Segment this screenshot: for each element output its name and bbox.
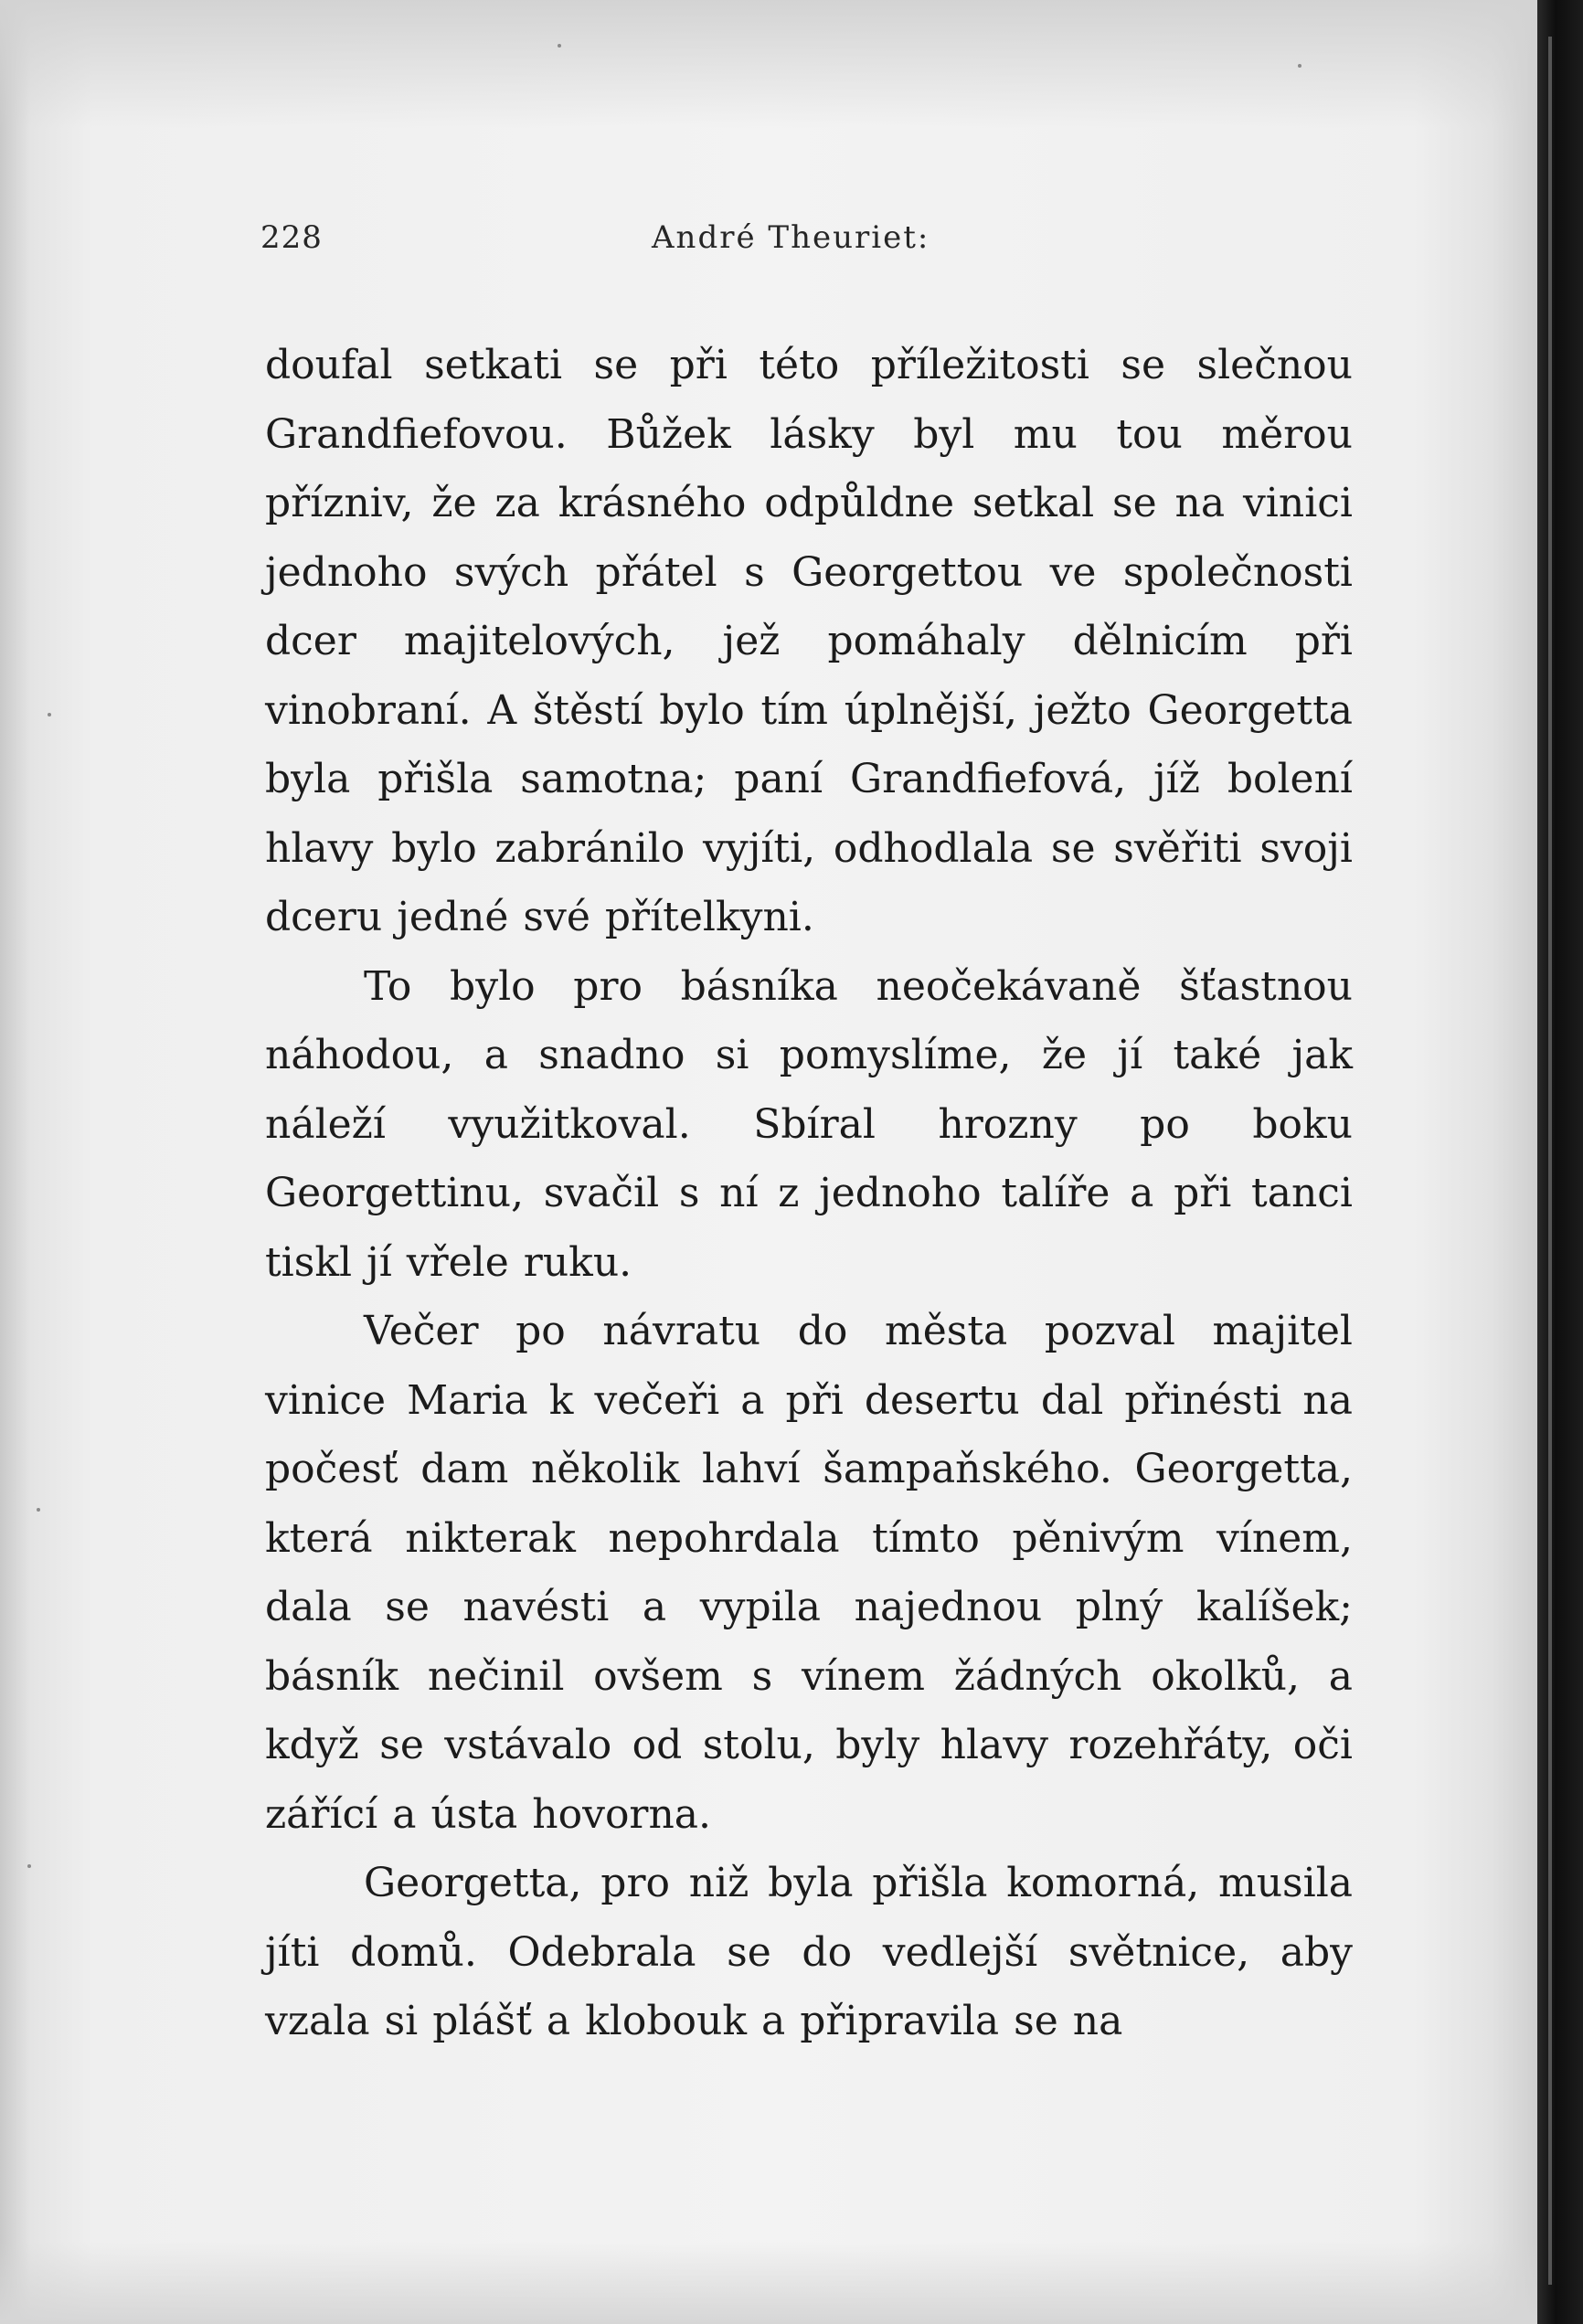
- paper-speck: [1298, 64, 1301, 68]
- paper-speck: [27, 1864, 31, 1868]
- scan-dark-edge: [1537, 0, 1583, 2324]
- paper-speck: [48, 713, 51, 716]
- paper-speck: [558, 44, 561, 48]
- book-edge-line: [1548, 37, 1552, 2285]
- paper-top-shadow: [0, 0, 1537, 128]
- paragraph: Georgetta, pro niž byla přišla komorná, musila jíti domů. Odebrala se do vedlejší světnice, aby vzala si plášť a klobouk a připravila se na: [265, 1860, 1353, 2044]
- body-text: [265, 331, 1353, 2056]
- paragraph: Večer po návratu do města pozval majitel vinice Maria k večeři a při desertu dal přinésti na počesť dam několik lahví šampaňského. Georgetta, která nikterak nepohrdala tímto pěnivým vínem, dala se navésti a vypila najednou plný kalíšek; básník nečinil ovšem s vínem žádných okolků, a když se vstávalo od stolu, byly hlavy rozehřáty, oči zářící a ústa hovorna.: [265, 1308, 1353, 1838]
- running-head: André Theuriet:: [652, 219, 930, 256]
- page-header: [260, 219, 1357, 274]
- paragraph: doufal setkati se při této příležitosti se slečnou Grandfiefovou. Bůžek lásky byl mu tou měrou přízniv, že za krásného odpůldne setkal se na vinici jednoho svých přátel s Georgettou ve společnosti dcer majitelových, jež pomáhaly dělnicím při vinobraní. A štěstí bylo tím úplnější, ježto Georgetta byla přišla samotna; paní Grandfiefová, jíž bolení hlavy bylo zabránilo vyjíti, odhodlala se svěřiti svoji dceru jedné své přítelkyni.: [265, 342, 1353, 940]
- paper-speck: [37, 1508, 40, 1512]
- paragraph: To bylo pro básníka neočekávaně šťastnou náhodou, a snadno si pomyslíme, že jí také jak náleží využitkoval. Sbíral hrozny po boku Georgettinu, svačil s ní z jednoho talíře a při tanci tiskl jí vřele ruku.: [265, 962, 1353, 1286]
- paper-bottom-shadow: [0, 2242, 1537, 2324]
- page-number: 228: [260, 219, 323, 256]
